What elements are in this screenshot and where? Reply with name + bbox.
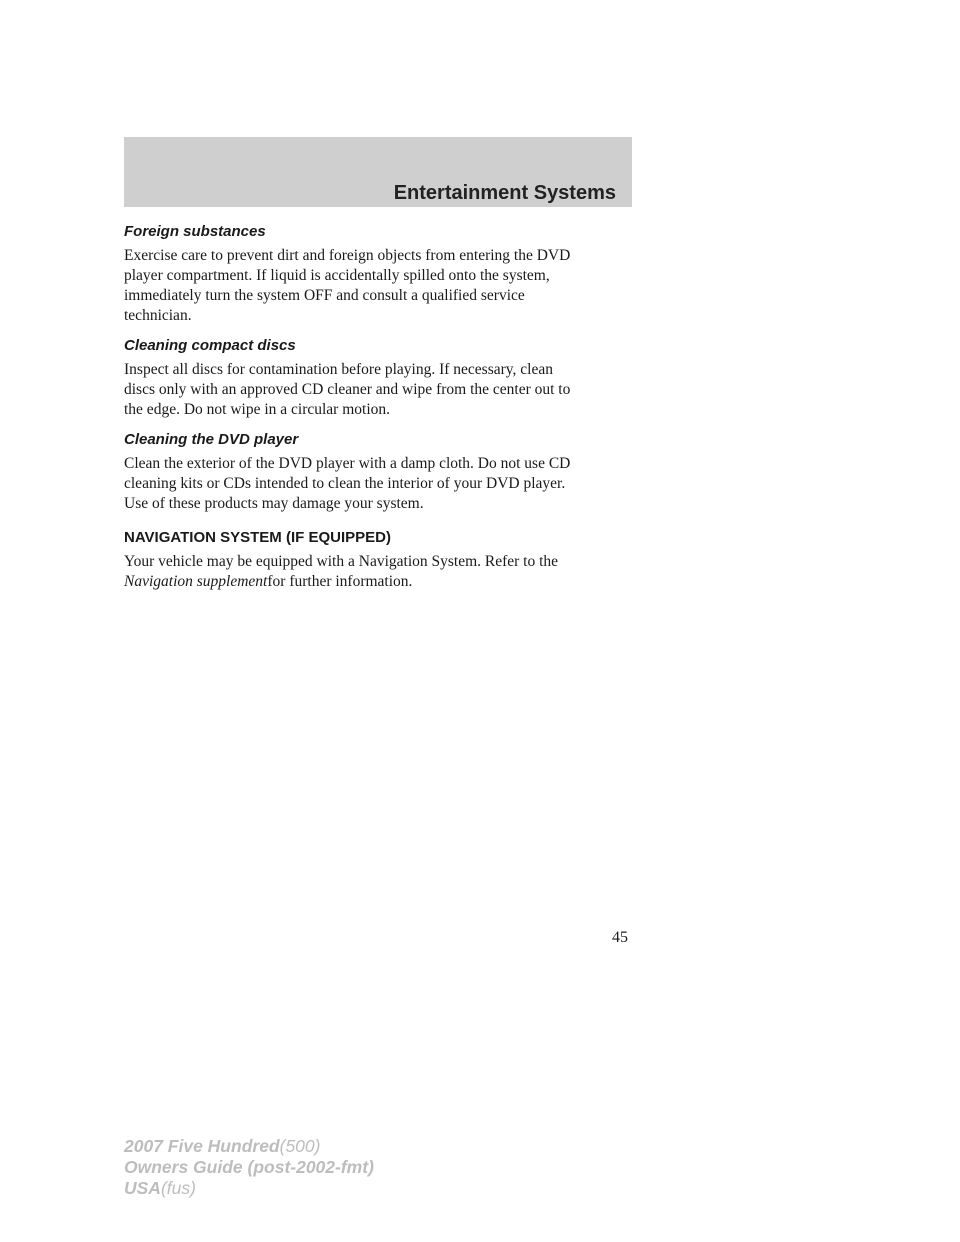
page-number: 45 <box>612 929 628 946</box>
footer-guide-name: Owners Guide (post-2002-fmt) <box>124 1157 374 1177</box>
footer-line-market <box>124 1178 374 1199</box>
section-title: Entertainment Systems <box>393 182 616 204</box>
footer-market-code: (fus) <box>160 1178 196 1198</box>
page-content <box>124 222 636 602</box>
document-footer <box>124 1136 374 1199</box>
footer-model-code: (500) <box>279 1136 321 1156</box>
text-line <box>124 572 636 592</box>
navigation-supplement-reference: Navigation supplement <box>124 573 268 590</box>
text-line: Clean the exterior of the DVD player with a damp cloth. Do not use CD <box>124 455 571 472</box>
text-line: technician. <box>124 307 192 324</box>
heading-foreign-substances: Foreign substances <box>124 223 266 240</box>
footer-market: USA <box>124 1178 161 1198</box>
text-line: Exercise care to prevent dirt and foreign objects from entering the DVD <box>124 247 571 264</box>
paragraph-cleaning-compact-discs <box>124 360 636 420</box>
paragraph-foreign-substances <box>124 246 636 326</box>
text-line: Inspect all discs for contamination before playing. If necessary, clean <box>124 361 553 378</box>
footer-line-guide <box>124 1157 374 1178</box>
paragraph-cleaning-dvd-player <box>124 454 636 514</box>
text-line: discs only with an approved CD cleaner and wipe from the center out to <box>124 381 571 398</box>
text-line: Use of these products may damage your system. <box>124 495 424 512</box>
text-line: Your vehicle may be equipped with a Navigation System. Refer to the <box>124 553 559 570</box>
section-header-band <box>124 137 632 207</box>
heading-cleaning-dvd-player: Cleaning the DVD player <box>124 431 299 448</box>
heading-cleaning-compact-discs: Cleaning compact discs <box>124 337 296 354</box>
text-line: cleaning kits or CDs intended to clean the interior of your DVD player. <box>124 475 566 492</box>
paragraph-navigation-system <box>124 552 636 592</box>
footer-line-model <box>124 1136 374 1157</box>
text-line: immediately turn the system OFF and consult a qualified service <box>124 287 525 304</box>
heading-navigation-system: NAVIGATION SYSTEM (IF EQUIPPED) <box>124 529 391 546</box>
text-line: the edge. Do not wipe in a circular motion. <box>124 401 391 418</box>
text-line: player compartment. If liquid is accidentally spilled onto the system, <box>124 267 550 284</box>
text-fragment: for further information. <box>267 573 413 590</box>
footer-model-name: 2007 Five Hundred <box>124 1136 280 1156</box>
